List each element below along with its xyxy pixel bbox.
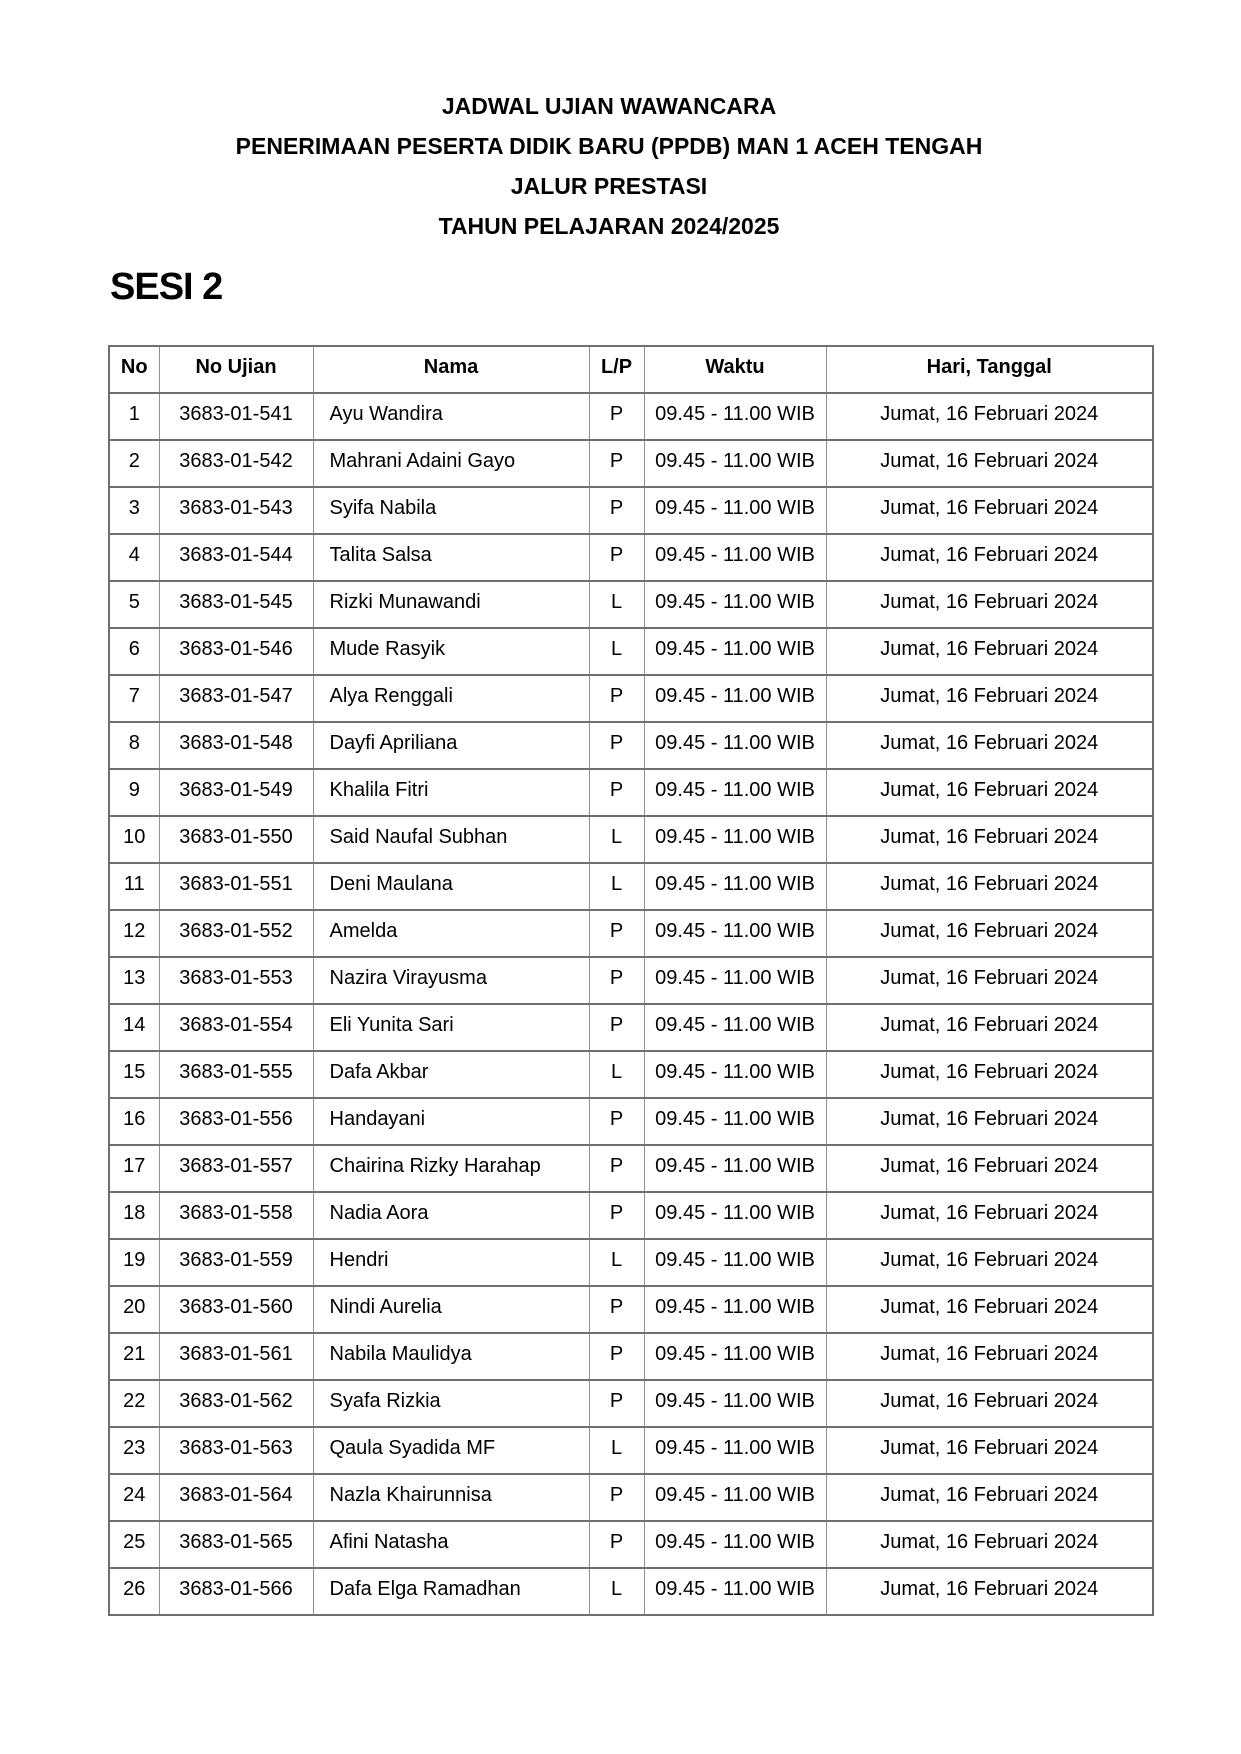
cell-no: 10 (109, 816, 159, 863)
table-row (109, 863, 1153, 910)
cell-waktu: 09.45 - 11.00 WIB (644, 1427, 826, 1474)
table-row (109, 1051, 1153, 1098)
cell-lp: P (589, 1004, 644, 1051)
cell-no-ujian: 3683-01-548 (159, 722, 313, 769)
title-line-1: JADWAL UJIAN WAWANCARA (441, 93, 777, 119)
cell-no: 25 (109, 1521, 159, 1568)
cell-lp: P (589, 393, 644, 440)
cell-no-ujian: 3683-01-541 (159, 393, 313, 440)
cell-waktu: 09.45 - 11.00 WIB (644, 1333, 826, 1380)
table-row (109, 1004, 1153, 1051)
cell-hari-tanggal: Jumat, 16 Februari 2024 (826, 1051, 1153, 1098)
cell-hari-tanggal: Jumat, 16 Februari 2024 (826, 1333, 1153, 1380)
cell-waktu: 09.45 - 11.00 WIB (644, 1380, 826, 1427)
cell-no-ujian: 3683-01-562 (159, 1380, 313, 1427)
cell-nama: Nazla Khairunnisa (313, 1474, 589, 1521)
table-row (109, 440, 1153, 487)
table-row (109, 1333, 1153, 1380)
cell-waktu: 09.45 - 11.00 WIB (644, 863, 826, 910)
cell-nama: Nabila Maulidya (313, 1333, 589, 1380)
cell-no: 1 (109, 393, 159, 440)
cell-no: 26 (109, 1568, 159, 1615)
cell-no-ujian: 3683-01-558 (159, 1192, 313, 1239)
cell-no-ujian: 3683-01-551 (159, 863, 313, 910)
cell-no: 23 (109, 1427, 159, 1474)
cell-no-ujian: 3683-01-554 (159, 1004, 313, 1051)
schedule-table (108, 345, 1154, 1616)
table-row (109, 1521, 1153, 1568)
cell-waktu: 09.45 - 11.00 WIB (644, 957, 826, 1004)
cell-no: 21 (109, 1333, 159, 1380)
cell-lp: P (589, 1521, 644, 1568)
cell-waktu: 09.45 - 11.00 WIB (644, 487, 826, 534)
cell-lp: L (589, 1051, 644, 1098)
table-row (109, 910, 1153, 957)
header-cell-lp: L/P (589, 346, 644, 393)
cell-no: 6 (109, 628, 159, 675)
table-row (109, 769, 1153, 816)
cell-hari-tanggal: Jumat, 16 Februari 2024 (826, 675, 1153, 722)
cell-lp: L (589, 863, 644, 910)
cell-nama: Khalila Fitri (313, 769, 589, 816)
cell-lp: P (589, 440, 644, 487)
cell-no: 13 (109, 957, 159, 1004)
cell-lp: P (589, 957, 644, 1004)
cell-lp: L (589, 581, 644, 628)
header-cell-no: No (109, 346, 159, 393)
table-row (109, 957, 1153, 1004)
cell-lp: L (589, 1239, 644, 1286)
cell-no: 22 (109, 1380, 159, 1427)
header-cell-nama: Nama (313, 346, 589, 393)
cell-no-ujian: 3683-01-552 (159, 910, 313, 957)
schedule-table-head (109, 346, 1153, 393)
schedule-table-body (109, 393, 1153, 1615)
cell-lp: P (589, 487, 644, 534)
cell-hari-tanggal: Jumat, 16 Februari 2024 (826, 816, 1153, 863)
cell-no: 9 (109, 769, 159, 816)
cell-no-ujian: 3683-01-546 (159, 628, 313, 675)
cell-lp: P (589, 1380, 644, 1427)
header-row (109, 346, 1153, 393)
cell-no-ujian: 3683-01-547 (159, 675, 313, 722)
cell-nama: Dafa Elga Ramadhan (313, 1568, 589, 1615)
cell-lp: L (589, 1427, 644, 1474)
cell-hari-tanggal: Jumat, 16 Februari 2024 (826, 628, 1153, 675)
cell-no: 11 (109, 863, 159, 910)
cell-waktu: 09.45 - 11.00 WIB (644, 722, 826, 769)
cell-nama: Afini Natasha (313, 1521, 589, 1568)
table-row (109, 1474, 1153, 1521)
cell-no-ujian: 3683-01-549 (159, 769, 313, 816)
cell-nama: Talita Salsa (313, 534, 589, 581)
table-row (109, 1568, 1153, 1615)
cell-lp: P (589, 675, 644, 722)
table-row (109, 816, 1153, 863)
title-line-3: JALUR PRESTASI (510, 173, 708, 199)
cell-waktu: 09.45 - 11.00 WIB (644, 1568, 826, 1615)
cell-no-ujian: 3683-01-553 (159, 957, 313, 1004)
cell-hari-tanggal: Jumat, 16 Februari 2024 (826, 534, 1153, 581)
cell-no-ujian: 3683-01-559 (159, 1239, 313, 1286)
cell-waktu: 09.45 - 11.00 WIB (644, 675, 826, 722)
document-title-block (108, 0, 1110, 246)
cell-hari-tanggal: Jumat, 16 Februari 2024 (826, 1286, 1153, 1333)
table-row (109, 1145, 1153, 1192)
cell-waktu: 09.45 - 11.00 WIB (644, 440, 826, 487)
cell-waktu: 09.45 - 11.00 WIB (644, 1239, 826, 1286)
cell-no: 19 (109, 1239, 159, 1286)
cell-waktu: 09.45 - 11.00 WIB (644, 1098, 826, 1145)
cell-no-ujian: 3683-01-550 (159, 816, 313, 863)
cell-no: 8 (109, 722, 159, 769)
cell-no-ujian: 3683-01-557 (159, 1145, 313, 1192)
cell-hari-tanggal: Jumat, 16 Februari 2024 (826, 440, 1153, 487)
cell-waktu: 09.45 - 11.00 WIB (644, 534, 826, 581)
cell-hari-tanggal: Jumat, 16 Februari 2024 (826, 1004, 1153, 1051)
cell-no-ujian: 3683-01-566 (159, 1568, 313, 1615)
table-row (109, 675, 1153, 722)
cell-hari-tanggal: Jumat, 16 Februari 2024 (826, 722, 1153, 769)
cell-lp: L (589, 1568, 644, 1615)
cell-waktu: 09.45 - 11.00 WIB (644, 1004, 826, 1051)
cell-waktu: 09.45 - 11.00 WIB (644, 769, 826, 816)
cell-hari-tanggal: Jumat, 16 Februari 2024 (826, 910, 1153, 957)
header-cell-no-ujian: No Ujian (159, 346, 313, 393)
cell-nama: Chairina Rizky Harahap (313, 1145, 589, 1192)
cell-waktu: 09.45 - 11.00 WIB (644, 910, 826, 957)
cell-hari-tanggal: Jumat, 16 Februari 2024 (826, 957, 1153, 1004)
cell-no-ujian: 3683-01-563 (159, 1427, 313, 1474)
cell-hari-tanggal: Jumat, 16 Februari 2024 (826, 1192, 1153, 1239)
cell-no-ujian: 3683-01-543 (159, 487, 313, 534)
cell-hari-tanggal: Jumat, 16 Februari 2024 (826, 581, 1153, 628)
table-row (109, 1286, 1153, 1333)
table-row (109, 1098, 1153, 1145)
title-line-4: TAHUN PELAJARAN 2024/2025 (438, 213, 780, 239)
cell-no: 3 (109, 487, 159, 534)
cell-nama: Handayani (313, 1098, 589, 1145)
table-row (109, 1427, 1153, 1474)
cell-nama: Mahrani Adaini Gayo (313, 440, 589, 487)
cell-no-ujian: 3683-01-560 (159, 1286, 313, 1333)
cell-hari-tanggal: Jumat, 16 Februari 2024 (826, 1098, 1153, 1145)
cell-nama: Syafa Rizkia (313, 1380, 589, 1427)
cell-nama: Rizki Munawandi (313, 581, 589, 628)
header-cell-waktu: Waktu (644, 346, 826, 393)
cell-no-ujian: 3683-01-542 (159, 440, 313, 487)
cell-hari-tanggal: Jumat, 16 Februari 2024 (826, 769, 1153, 816)
cell-lp: P (589, 910, 644, 957)
cell-nama: Mude Rasyik (313, 628, 589, 675)
cell-waktu: 09.45 - 11.00 WIB (644, 1286, 826, 1333)
cell-nama: Deni Maulana (313, 863, 589, 910)
cell-no: 20 (109, 1286, 159, 1333)
cell-lp: L (589, 816, 644, 863)
cell-nama: Hendri (313, 1239, 589, 1286)
cell-nama: Nindi Aurelia (313, 1286, 589, 1333)
cell-no: 15 (109, 1051, 159, 1098)
cell-nama: Nazira Virayusma (313, 957, 589, 1004)
session-heading: SESI 2 (110, 266, 223, 308)
cell-no-ujian: 3683-01-545 (159, 581, 313, 628)
cell-lp: P (589, 534, 644, 581)
cell-nama: Ayu Wandira (313, 393, 589, 440)
cell-hari-tanggal: Jumat, 16 Februari 2024 (826, 1474, 1153, 1521)
cell-hari-tanggal: Jumat, 16 Februari 2024 (826, 1568, 1153, 1615)
cell-lp: P (589, 1474, 644, 1521)
cell-waktu: 09.45 - 11.00 WIB (644, 581, 826, 628)
cell-lp: P (589, 1145, 644, 1192)
cell-no-ujian: 3683-01-561 (159, 1333, 313, 1380)
cell-no: 14 (109, 1004, 159, 1051)
cell-nama: Amelda (313, 910, 589, 957)
table-row (109, 1192, 1153, 1239)
cell-nama: Alya Renggali (313, 675, 589, 722)
cell-nama: Said Naufal Subhan (313, 816, 589, 863)
cell-waktu: 09.45 - 11.00 WIB (644, 1051, 826, 1098)
cell-lp: P (589, 1192, 644, 1239)
cell-hari-tanggal: Jumat, 16 Februari 2024 (826, 393, 1153, 440)
table-row (109, 581, 1153, 628)
cell-hari-tanggal: Jumat, 16 Februari 2024 (826, 863, 1153, 910)
cell-no: 24 (109, 1474, 159, 1521)
cell-waktu: 09.45 - 11.00 WIB (644, 1474, 826, 1521)
cell-no: 7 (109, 675, 159, 722)
cell-lp: L (589, 628, 644, 675)
cell-no-ujian: 3683-01-565 (159, 1521, 313, 1568)
table-row (109, 534, 1153, 581)
cell-nama: Syifa Nabila (313, 487, 589, 534)
cell-nama: Qaula Syadida MF (313, 1427, 589, 1474)
cell-no: 2 (109, 440, 159, 487)
cell-no: 17 (109, 1145, 159, 1192)
cell-nama: Dayfi Apriliana (313, 722, 589, 769)
cell-nama: Dafa Akbar (313, 1051, 589, 1098)
cell-no-ujian: 3683-01-544 (159, 534, 313, 581)
table-row (109, 1239, 1153, 1286)
cell-waktu: 09.45 - 11.00 WIB (644, 816, 826, 863)
title-line-2: PENERIMAAN PESERTA DIDIK BARU (PPDB) MAN 1 ACEH TENGAH (235, 133, 983, 159)
cell-waktu: 09.45 - 11.00 WIB (644, 1145, 826, 1192)
cell-lp: P (589, 1333, 644, 1380)
header-cell-hari-tanggal: Hari, Tanggal (826, 346, 1153, 393)
cell-hari-tanggal: Jumat, 16 Februari 2024 (826, 1239, 1153, 1286)
table-row (109, 628, 1153, 675)
cell-lp: P (589, 769, 644, 816)
cell-no-ujian: 3683-01-564 (159, 1474, 313, 1521)
cell-lp: P (589, 1286, 644, 1333)
cell-hari-tanggal: Jumat, 16 Februari 2024 (826, 1380, 1153, 1427)
table-row (109, 1380, 1153, 1427)
table-row (109, 722, 1153, 769)
cell-no: 12 (109, 910, 159, 957)
cell-hari-tanggal: Jumat, 16 Februari 2024 (826, 1521, 1153, 1568)
table-row (109, 487, 1153, 534)
cell-lp: P (589, 722, 644, 769)
cell-no-ujian: 3683-01-556 (159, 1098, 313, 1145)
cell-lp: P (589, 1098, 644, 1145)
cell-hari-tanggal: Jumat, 16 Februari 2024 (826, 1145, 1153, 1192)
cell-hari-tanggal: Jumat, 16 Februari 2024 (826, 487, 1153, 534)
cell-no: 4 (109, 534, 159, 581)
cell-no-ujian: 3683-01-555 (159, 1051, 313, 1098)
cell-waktu: 09.45 - 11.00 WIB (644, 628, 826, 675)
cell-nama: Eli Yunita Sari (313, 1004, 589, 1051)
cell-no: 16 (109, 1098, 159, 1145)
cell-waktu: 09.45 - 11.00 WIB (644, 393, 826, 440)
cell-no: 18 (109, 1192, 159, 1239)
cell-no: 5 (109, 581, 159, 628)
cell-waktu: 09.45 - 11.00 WIB (644, 1192, 826, 1239)
cell-nama: Nadia Aora (313, 1192, 589, 1239)
cell-hari-tanggal: Jumat, 16 Februari 2024 (826, 1427, 1153, 1474)
cell-waktu: 09.45 - 11.00 WIB (644, 1521, 826, 1568)
table-row (109, 393, 1153, 440)
